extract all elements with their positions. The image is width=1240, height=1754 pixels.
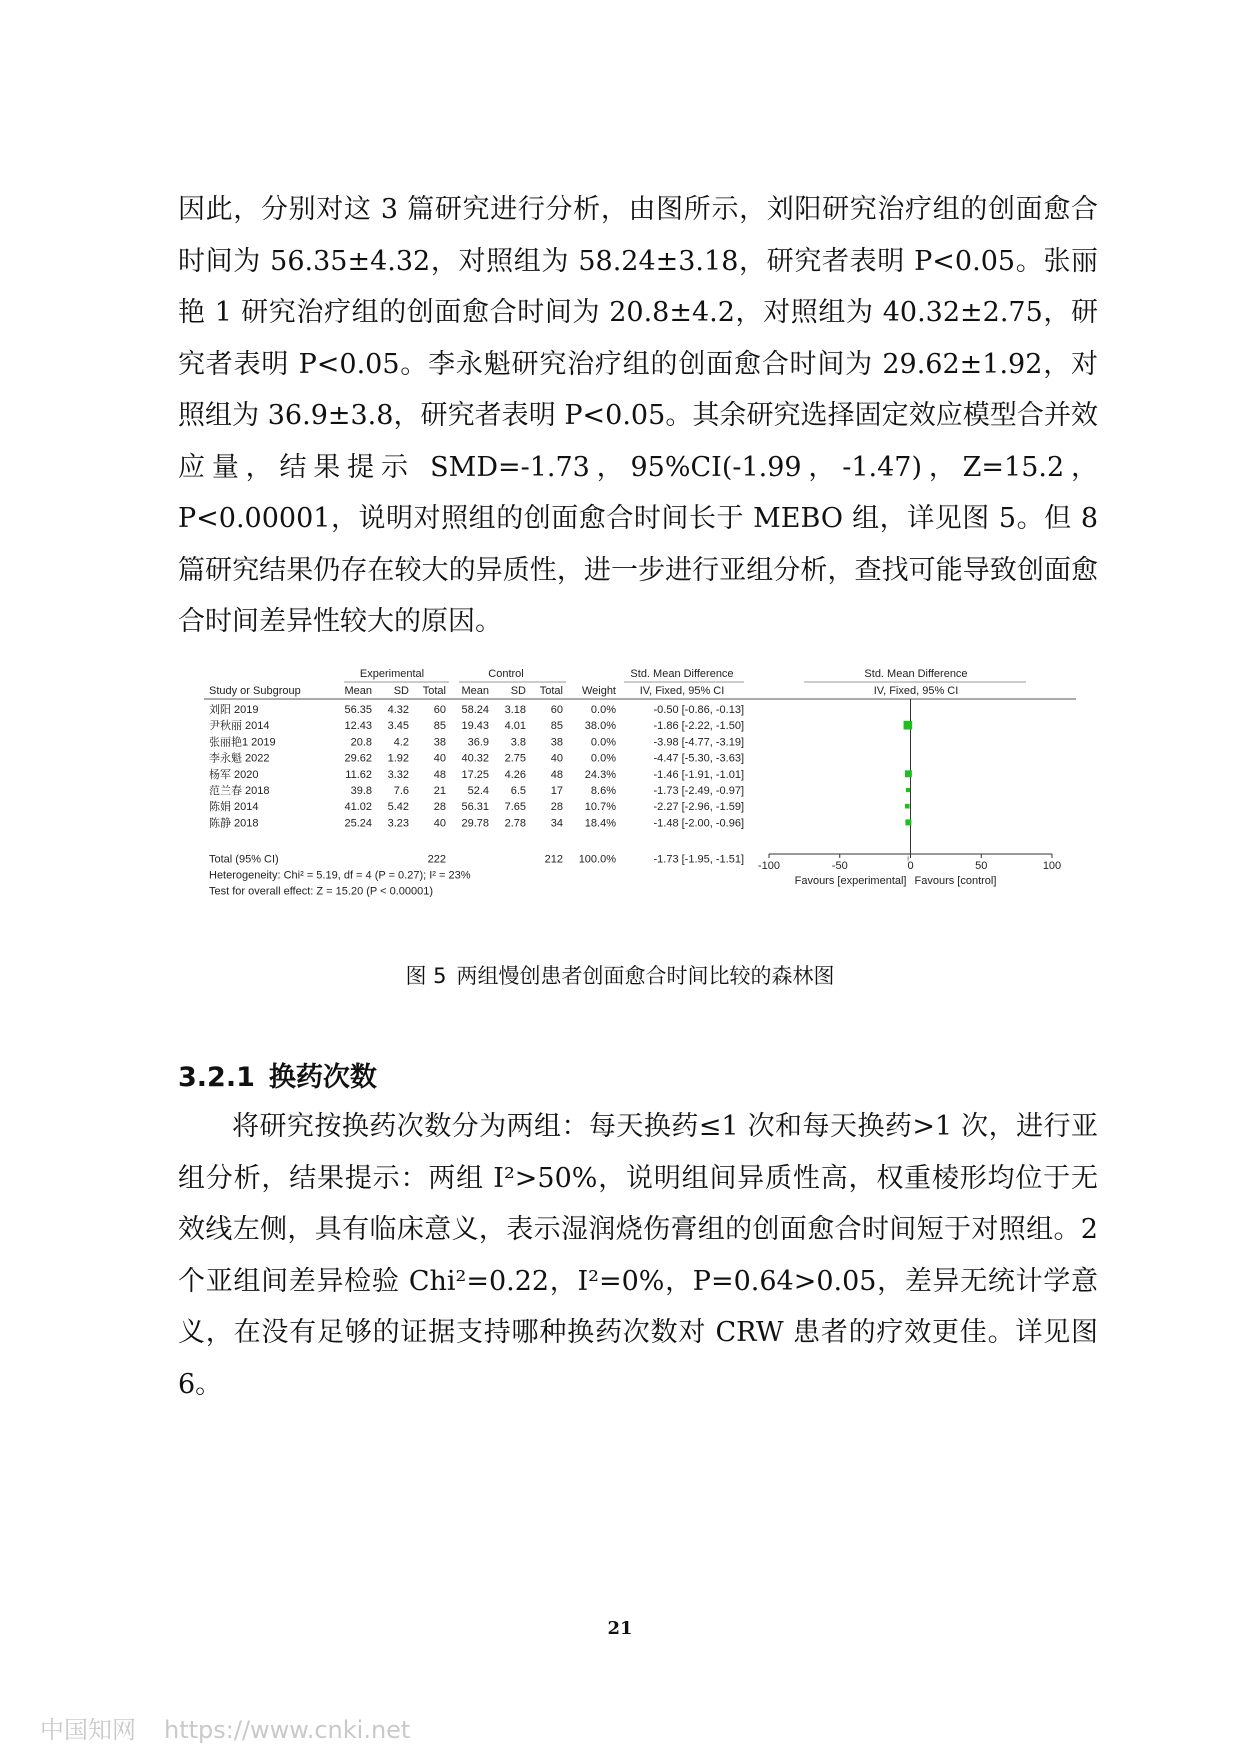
exp-mean: 29.62: [344, 752, 372, 765]
study-weight: 18.4%: [584, 817, 616, 830]
exp-sd: 4.2: [393, 736, 409, 749]
col-weight: Weight: [581, 685, 616, 697]
ctl-mean: 36.9: [467, 736, 489, 749]
exp-mean: 12.43: [344, 720, 372, 733]
study-weight: 0.0%: [590, 704, 616, 716]
ctl-total: 60: [550, 704, 563, 716]
total-ctl: 212: [544, 853, 563, 866]
ctl-total: 40: [550, 752, 563, 765]
exp-sd: 3.23: [387, 817, 409, 830]
watermark-url: https://www.cnki.net: [164, 1716, 411, 1744]
study-point-estimate: [905, 770, 912, 777]
ctl-sd: 3.8: [510, 736, 526, 749]
figure-caption-text: 两组慢创患者创面愈合时间比较的森林图: [456, 964, 835, 988]
section-number: 3.2.1: [178, 1062, 255, 1093]
study-name: 杨军 2020: [209, 768, 259, 781]
study-weight: 38.0%: [584, 720, 616, 733]
study-weight: 24.3%: [584, 768, 616, 781]
col-study: Study or Subgroup: [209, 685, 301, 697]
exp-total: 48: [433, 768, 446, 781]
ctl-mean: 19.43: [461, 720, 489, 733]
study-ci-text: -1.86 [-2.22, -1.50]: [653, 720, 744, 733]
study-weight: 10.7%: [584, 801, 616, 814]
ctl-sd: 2.75: [504, 752, 526, 765]
total-weight: 100.0%: [578, 853, 616, 866]
exp-total: 21: [433, 785, 446, 797]
ctl-mean: 56.31: [461, 801, 489, 814]
exp-total: 85: [433, 720, 446, 733]
header-control: Control: [488, 668, 524, 680]
heterogeneity-text: Heterogeneity: Chi² = 5.19, df = 4 (P = 0.27); I² = 23%: [209, 869, 471, 882]
header-smd-plot: Std. Mean Difference: [864, 668, 968, 680]
header-experimental: Experimental: [359, 668, 425, 680]
study-ci-text: -4.47 [-5.30, -3.63]: [653, 752, 744, 765]
overall-effect-text: Test for overall effect: Z = 15.20 (P < 0.00001): [209, 885, 434, 898]
ctl-total: 85: [550, 720, 563, 733]
study-ci-text: -3.98 [-4.77, -3.19]: [653, 736, 744, 749]
ctl-mean: 40.32: [461, 752, 489, 765]
x-tick-label: 0: [907, 860, 914, 872]
study-weight: 0.0%: [590, 736, 616, 749]
study-name: 尹秋丽 2014: [209, 720, 270, 733]
ctl-sd: 6.5: [510, 785, 526, 797]
favours-control: Favours [control]: [914, 875, 997, 887]
ctl-total: 34: [550, 817, 563, 830]
col-exp-mean: Mean: [344, 685, 372, 697]
study-name: 张丽艳1 2019: [209, 736, 276, 749]
ctl-sd: 3.18: [504, 704, 526, 716]
col-ci-plot: IV, Fixed, 95% CI: [873, 685, 959, 697]
study-name: 陈静 2018: [209, 817, 259, 830]
paragraph-2: 将研究按换药次数分为两组：每天换药≤1 次和每天换药>1 次，进行亚组分析，结果提示：两组 I²>50%，说明组间异质性高，权重棱形均位于无效线左侧，具有临床意义，表示湿润烧伤膏组的创面愈合时间短于对照组。2 个亚组间差异检验 Chi²=0.22，I²=0%，P=0.64>0.05，差异无统计学意义，在没有足够的证据支持哪种换药次数对 CRW 患者的疗效更佳。详见图 6。: [178, 1111, 1098, 1400]
ctl-total: 38: [550, 736, 563, 749]
ctl-mean: 17.25: [461, 768, 489, 781]
ctl-mean: 29.78: [461, 817, 489, 830]
col-ci-table: IV, Fixed, 95% CI: [639, 685, 725, 697]
study-ci-text: -1.46 [-1.91, -1.01]: [653, 768, 744, 781]
ctl-sd: 4.01: [504, 720, 526, 733]
exp-mean: 56.35: [344, 704, 372, 716]
study-weight: 8.6%: [590, 785, 616, 797]
study-ci-text: -0.50 [-0.86, -0.13]: [653, 704, 744, 716]
watermark-logo: 中国知网: [40, 1716, 136, 1744]
section-title: 换药次数: [268, 1062, 377, 1093]
figure-caption: [0, 960, 1240, 990]
exp-sd: 3.32: [387, 768, 409, 781]
x-tick-label: -100: [757, 860, 781, 872]
study-name: 李永魁 2022: [209, 752, 270, 765]
col-ctl-mean: Mean: [461, 685, 489, 697]
exp-mean: 41.02: [344, 801, 372, 814]
favours-experimental: Favours [experimental]: [794, 875, 907, 887]
study-point-estimate: [904, 721, 913, 730]
study-point-estimate: [905, 819, 911, 825]
total-label: Total (95% CI): [209, 853, 279, 866]
study-weight: 0.0%: [590, 752, 616, 765]
exp-sd: 3.45: [387, 720, 409, 733]
ctl-sd: 4.26: [504, 768, 526, 781]
exp-sd: 1.92: [387, 752, 409, 765]
col-ctl-total: Total: [539, 685, 563, 697]
study-ci-text: -1.73 [-2.49, -0.97]: [653, 785, 744, 797]
total-exp: 222: [427, 853, 446, 866]
ctl-total: 28: [550, 801, 563, 814]
study-point-estimate: [906, 788, 910, 792]
exp-sd: 7.6: [393, 785, 409, 797]
study-ci-text: -2.27 [-2.96, -1.59]: [653, 801, 744, 814]
ctl-total: 48: [550, 768, 563, 781]
ctl-sd: 7.65: [504, 801, 526, 814]
ctl-mean: 58.24: [461, 704, 489, 716]
col-exp-sd: SD: [393, 685, 409, 697]
study-ci-text: -1.48 [-2.00, -0.96]: [653, 817, 744, 830]
forest-plot: [204, 662, 1084, 922]
figure-caption-number: 图 5: [405, 964, 447, 988]
exp-mean: 20.8: [350, 736, 372, 749]
exp-total: 38: [433, 736, 446, 749]
study-name: 范兰春 2018: [209, 785, 270, 797]
exp-total: 60: [433, 704, 446, 716]
col-exp-total: Total: [422, 685, 446, 697]
study-point-estimate: [905, 804, 910, 809]
exp-mean: 25.24: [344, 817, 372, 830]
ctl-total: 17: [550, 785, 563, 797]
page-number: 21: [607, 1618, 633, 1639]
header-smd-table: Std. Mean Difference: [630, 668, 734, 680]
exp-mean: 11.62: [345, 768, 372, 781]
exp-mean: 39.8: [350, 785, 372, 797]
exp-total: 28: [433, 801, 446, 814]
exp-total: 40: [433, 752, 446, 765]
ctl-sd: 2.78: [504, 817, 526, 830]
paragraph-1: 因此，分别对这 3 篇研究进行分析，由图所示，刘阳研究治疗组的创面愈合时间为 56.35±4.32，对照组为 58.24±3.18，研究者表明 P<0.05。张丽艳 1 研究治疗组的创面愈合时间为 20.8±4.2，对照组为 40.32±2.75，研究者表明 P<0.05。李永魁研究治疗组的创面愈合时间为 29.62±1.92，对照组为 36.9±3.8，研究者表明 P<0.05。其余研究选择固定效应模型合并效应量，结果提示 SMD=-1.73，95%CI(-1.99，-1.47)，Z=15.2，P<0.00001，说明对照组的创面愈合时间长于 MEBO 组，详见图 5。但 8 篇研究结果仍存在较大的异质性，进一步进行亚组分析，查找可能导致创面愈合时间差异性较大的原因。: [178, 194, 1098, 637]
x-tick-label: 100: [1042, 860, 1062, 872]
x-tick-label: 50: [975, 860, 988, 872]
cnki-watermark: [40, 1710, 410, 1745]
col-ctl-sd: SD: [510, 685, 526, 697]
ctl-mean: 52.4: [467, 785, 489, 797]
x-tick-label: -50: [831, 860, 848, 872]
exp-sd: 5.42: [387, 801, 409, 814]
section-heading: [178, 1055, 377, 1094]
study-name: 陈娟 2014: [209, 801, 259, 814]
exp-sd: 4.32: [387, 704, 409, 716]
exp-total: 40: [433, 817, 446, 830]
study-name: 刘阳 2019: [209, 704, 259, 716]
total-ci-text: -1.73 [-1.95, -1.51]: [653, 853, 744, 866]
